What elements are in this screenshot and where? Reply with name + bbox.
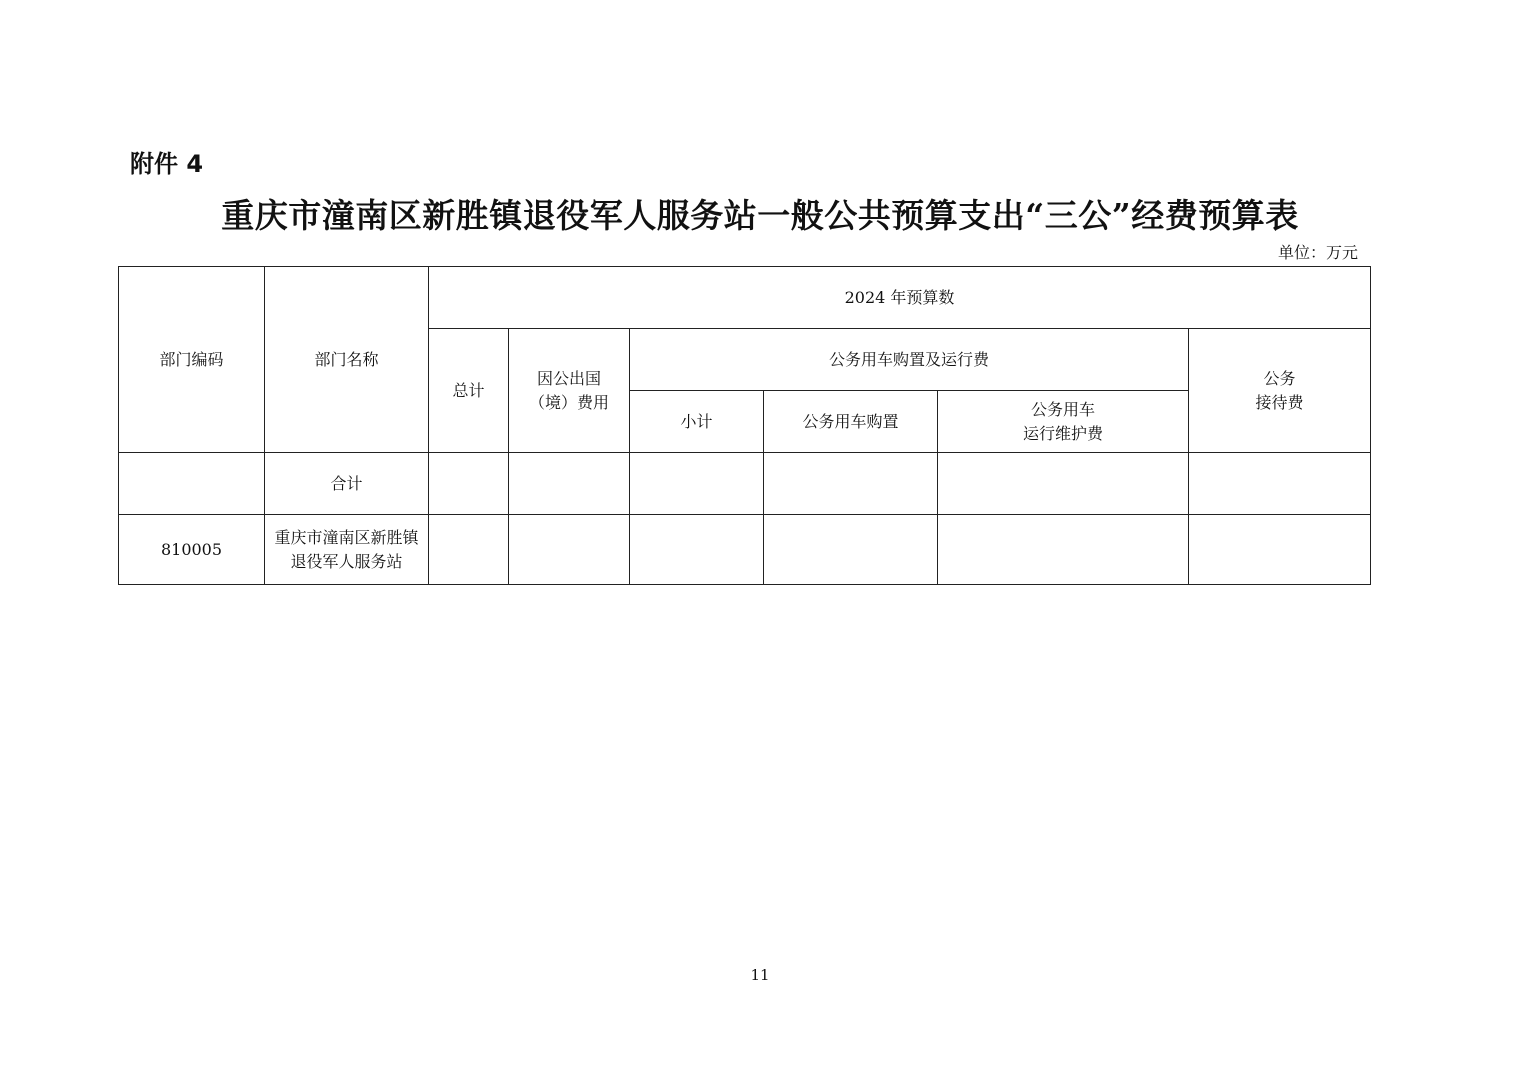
cell-abroad bbox=[509, 453, 630, 515]
cell-reception bbox=[1189, 453, 1371, 515]
header-row-1 bbox=[119, 267, 1371, 329]
cell-reception bbox=[1189, 515, 1371, 585]
cell-code bbox=[119, 453, 265, 515]
header-abroad-line2: （境）费用 bbox=[528, 392, 609, 412]
header-vehicle-maintenance-line1: 公务用车 bbox=[1030, 399, 1095, 419]
header-budget-year: 2024 年预算数 bbox=[429, 267, 1371, 329]
header-dept-name: 部门名称 bbox=[265, 267, 429, 453]
cell-purchase bbox=[764, 515, 938, 585]
table-row-total bbox=[119, 453, 1371, 515]
header-abroad-line1: 因公出国 bbox=[536, 368, 601, 388]
header-vehicle-purchase: 公务用车购置 bbox=[764, 391, 938, 453]
header-vehicle-group: 公务用车购置及运行费 bbox=[630, 329, 1189, 391]
header-reception-line1: 公务 bbox=[1263, 368, 1296, 388]
cell-code: 810005 bbox=[119, 515, 265, 585]
table-row-dept bbox=[119, 515, 1371, 585]
document-title: 重庆市潼南区新胜镇退役军人服务站一般公共预算支出“三公”经费预算表 bbox=[221, 196, 1299, 235]
cell-subtotal bbox=[630, 515, 764, 585]
header-total: 总计 bbox=[429, 329, 509, 453]
cell-total bbox=[429, 515, 509, 585]
page-number: 11 bbox=[750, 966, 770, 984]
cell-purchase bbox=[764, 453, 938, 515]
cell-name: 合计 bbox=[265, 453, 429, 515]
attachment-label: 附件 4 bbox=[130, 150, 204, 178]
budget-table bbox=[118, 266, 1371, 585]
header-subtotal: 小计 bbox=[630, 391, 764, 453]
cell-maintenance bbox=[938, 515, 1189, 585]
unit-label: 单位：万元 bbox=[1277, 243, 1358, 262]
header-reception bbox=[1189, 329, 1371, 453]
cell-maintenance bbox=[938, 453, 1189, 515]
cell-subtotal bbox=[630, 453, 764, 515]
header-vehicle-maintenance bbox=[938, 391, 1189, 453]
header-abroad bbox=[509, 329, 630, 453]
header-dept-code: 部门编码 bbox=[119, 267, 265, 453]
header-vehicle-maintenance-line2: 运行维护费 bbox=[1022, 423, 1103, 443]
cell-abroad bbox=[509, 515, 630, 585]
header-reception-line2: 接待费 bbox=[1255, 392, 1304, 412]
cell-name: 重庆市潼南区新胜镇退役军人服务站 bbox=[265, 515, 429, 585]
cell-total bbox=[429, 453, 509, 515]
